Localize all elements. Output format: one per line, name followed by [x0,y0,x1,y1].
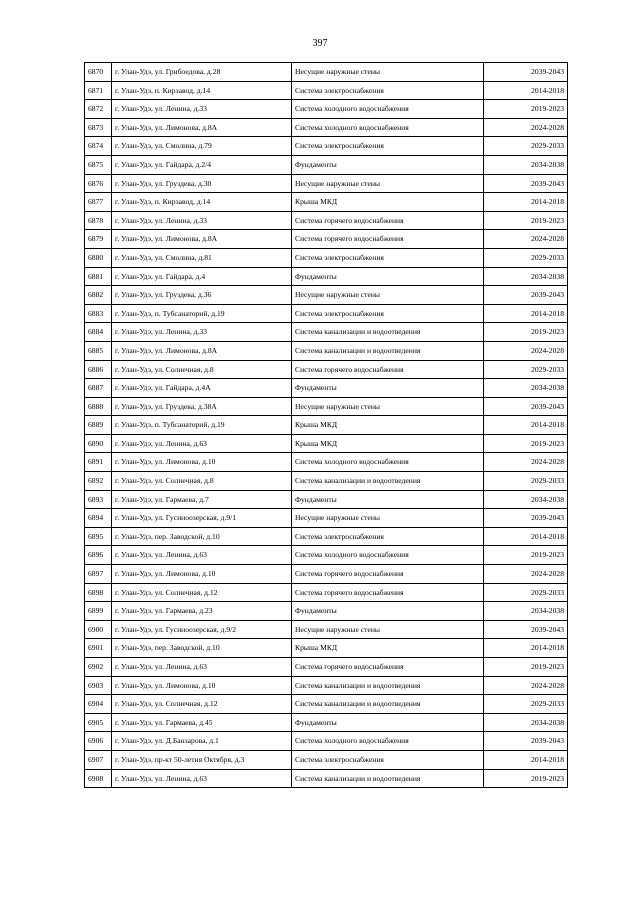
address-cell: г. Улан-Удэ, ул. Ленина, д.63 [112,434,292,453]
row-number: 6875 [85,155,112,174]
table-row [85,583,568,602]
system-cell: Система холодного водоснабжения [292,453,484,472]
row-number: 6908 [85,769,112,788]
period-cell: 2014-2018 [484,416,568,435]
row-number: 6885 [85,341,112,360]
table-row [85,174,568,193]
table-row [85,193,568,212]
row-number: 6888 [85,397,112,416]
period-cell: 2014-2018 [484,750,568,769]
period-cell: 2014-2018 [484,304,568,323]
table-row [85,490,568,509]
address-cell: г. Улан-Удэ, ул. Лимонова, д.8А [112,230,292,249]
row-number: 6887 [85,379,112,398]
period-cell: 2039-2043 [484,509,568,528]
row-number: 6876 [85,174,112,193]
period-cell: 2019-2023 [484,323,568,342]
system-cell: Система электроснабжения [292,248,484,267]
row-number: 6884 [85,323,112,342]
table-row [85,676,568,695]
period-cell: 2039-2043 [484,397,568,416]
row-number: 6896 [85,546,112,565]
system-cell: Система холодного водоснабжения [292,118,484,137]
system-cell: Фундаменты [292,379,484,398]
table-row [85,416,568,435]
table-row [85,453,568,472]
period-cell: 2024-2028 [484,676,568,695]
address-cell: г. Улан-Удэ, ул. Гармаева, д.7 [112,490,292,509]
system-cell: Система канализации и водоотведения [292,472,484,491]
row-number: 6871 [85,81,112,100]
row-number: 6907 [85,750,112,769]
period-cell: 2024-2028 [484,565,568,584]
row-number: 6903 [85,676,112,695]
system-cell: Система горячего водоснабжения [292,211,484,230]
address-cell: г. Улан-Удэ, пр-кт 50-летия Октября, д.3 [112,750,292,769]
period-cell: 2034-2038 [484,602,568,621]
system-cell: Система холодного водоснабжения [292,546,484,565]
system-cell: Система холодного водоснабжения [292,732,484,751]
row-number: 6883 [85,304,112,323]
address-cell: г. Улан-Удэ, ул. Груздева, д.36 [112,286,292,305]
row-number: 6895 [85,527,112,546]
period-cell: 2014-2018 [484,81,568,100]
address-cell: г. Улан-Удэ, ул. Гайдара, д.4А [112,379,292,398]
system-cell: Несущие наружные стены [292,63,484,82]
period-cell: 2019-2023 [484,434,568,453]
address-cell: г. Улан-Удэ, ул. Д.Банзарова, д.1 [112,732,292,751]
period-cell: 2029-2033 [484,137,568,156]
address-cell: г. Улан-Удэ, ул. Ленина, д.63 [112,769,292,788]
table-row [85,304,568,323]
address-cell: г. Улан-Удэ, ул. Гусиноозерская, д.9/2 [112,620,292,639]
row-number: 6901 [85,639,112,658]
system-cell: Система электроснабжения [292,304,484,323]
row-number: 6898 [85,583,112,602]
system-cell: Несущие наружные стены [292,286,484,305]
table-row [85,286,568,305]
row-number: 6880 [85,248,112,267]
period-cell: 2029-2033 [484,248,568,267]
table-row [85,639,568,658]
row-number: 6902 [85,658,112,677]
address-cell: г. Улан-Удэ, пер. Заводской, д.10 [112,527,292,546]
system-cell: Несущие наружные стены [292,620,484,639]
table-row [85,323,568,342]
table-row [85,118,568,137]
address-cell: г. Улан-Удэ, ул. Ленина, д.33 [112,323,292,342]
period-cell: 2019-2023 [484,546,568,565]
table-row [85,137,568,156]
table-row [85,63,568,82]
row-number: 6897 [85,565,112,584]
system-cell: Система горячего водоснабжения [292,565,484,584]
table-row [85,379,568,398]
row-number: 6877 [85,193,112,212]
table-row [85,248,568,267]
page-number: 397 [312,38,328,49]
address-cell: г. Улан-Удэ, ул. Ленина, д.33 [112,100,292,119]
system-cell: Несущие наружные стены [292,509,484,528]
table-row [85,155,568,174]
row-number: 6882 [85,286,112,305]
period-cell: 2019-2023 [484,100,568,119]
row-number: 6893 [85,490,112,509]
table-row [85,527,568,546]
row-number: 6886 [85,360,112,379]
period-cell: 2024-2028 [484,118,568,137]
address-cell: г. Улан-Удэ, ул. Солнечная, д.12 [112,695,292,714]
period-cell: 2034-2038 [484,267,568,286]
address-cell: г. Улан-Удэ, ул. Гусиноозерская, д.9/1 [112,509,292,528]
address-cell: г. Улан-Удэ, ул. Грибоедова, д.28 [112,63,292,82]
period-cell: 2039-2043 [484,63,568,82]
address-cell: г. Улан-Удэ, п. Тубсанаторий, д.19 [112,304,292,323]
table-row [85,732,568,751]
table-row [85,211,568,230]
period-cell: 2019-2023 [484,211,568,230]
address-cell: г. Улан-Удэ, п. Кирзавод, д.14 [112,193,292,212]
row-number: 6906 [85,732,112,751]
system-cell: Фундаменты [292,155,484,174]
row-number: 6891 [85,453,112,472]
address-cell: г. Улан-Удэ, ул. Ленина, д.63 [112,546,292,565]
system-cell: Система канализации и водоотведения [292,769,484,788]
system-cell: Система электроснабжения [292,81,484,100]
table-row [85,620,568,639]
system-cell: Фундаменты [292,713,484,732]
system-cell: Система канализации и водоотведения [292,676,484,695]
period-cell: 2014-2018 [484,527,568,546]
table-row [85,509,568,528]
address-cell: г. Улан-Удэ, ул. Лимонова, д.8А [112,118,292,137]
row-number: 6872 [85,100,112,119]
period-cell: 2014-2018 [484,193,568,212]
system-cell: Система холодного водоснабжения [292,100,484,119]
system-cell: Система электроснабжения [292,527,484,546]
address-cell: г. Улан-Удэ, ул. Лимонова, д.10 [112,565,292,584]
row-number: 6905 [85,713,112,732]
system-cell: Система горячего водоснабжения [292,360,484,379]
period-cell: 2024-2028 [484,453,568,472]
row-number: 6879 [85,230,112,249]
address-cell: г. Улан-Удэ, пер. Заводской, д.10 [112,639,292,658]
table-row [85,602,568,621]
table-row [85,230,568,249]
period-cell: 2019-2023 [484,658,568,677]
address-cell: г. Улан-Удэ, ул. Гайдара, д.2/4 [112,155,292,174]
period-cell: 2039-2043 [484,620,568,639]
capital-repair-table [84,62,568,788]
address-cell: г. Улан-Удэ, ул. Солнечная, д.12 [112,583,292,602]
table-row [85,769,568,788]
address-cell: г. Улан-Удэ, ул. Смолина, д.81 [112,248,292,267]
system-cell: Система горячего водоснабжения [292,658,484,677]
address-cell: г. Улан-Удэ, ул. Лимонова, д.10 [112,453,292,472]
table-row [85,658,568,677]
address-cell: г. Улан-Удэ, ул. Гармаева, д.23 [112,602,292,621]
period-cell: 2024-2028 [484,230,568,249]
row-number: 6881 [85,267,112,286]
address-cell: г. Улан-Удэ, ул. Лимонова, д.10 [112,676,292,695]
system-cell: Система горячего водоснабжения [292,230,484,249]
system-cell: Несущие наружные стены [292,174,484,193]
row-number: 6878 [85,211,112,230]
system-cell: Система электроснабжения [292,750,484,769]
row-number: 6904 [85,695,112,714]
system-cell: Крыша МКД [292,416,484,435]
address-cell: г. Улан-Удэ, ул. Гайдара, д.4 [112,267,292,286]
system-cell: Крыша МКД [292,639,484,658]
address-cell: г. Улан-Удэ, ул. Груздева, д.30 [112,174,292,193]
period-cell: 2034-2038 [484,155,568,174]
system-cell: Система канализации и водоотведения [292,323,484,342]
row-number: 6889 [85,416,112,435]
address-cell: г. Улан-Удэ, ул. Солнечная, д.8 [112,472,292,491]
address-cell: г. Улан-Удэ, ул. Ленина, д.63 [112,658,292,677]
table-row [85,546,568,565]
period-cell: 2039-2043 [484,286,568,305]
table-row [85,565,568,584]
address-cell: г. Улан-Удэ, п. Тубсанаторий, д.19 [112,416,292,435]
row-number: 6874 [85,137,112,156]
address-cell: г. Улан-Удэ, ул. Солнечная, д.8 [112,360,292,379]
row-number: 6890 [85,434,112,453]
table-row [85,750,568,769]
address-cell: г. Улан-Удэ, ул. Ленина, д.33 [112,211,292,230]
table-row [85,472,568,491]
row-number: 6873 [85,118,112,137]
table-row [85,397,568,416]
period-cell: 2029-2033 [484,360,568,379]
table-row [85,81,568,100]
row-number: 6870 [85,63,112,82]
system-cell: Несущие наружные стены [292,397,484,416]
address-cell: г. Улан-Удэ, ул. Смолина, д.79 [112,137,292,156]
row-number: 6899 [85,602,112,621]
row-number: 6900 [85,620,112,639]
table-row [85,100,568,119]
table-row [85,267,568,286]
period-cell: 2039-2043 [484,174,568,193]
table-row [85,360,568,379]
system-cell: Крыша МКД [292,193,484,212]
address-cell: г. Улан-Удэ, ул. Лимонова, д.8А [112,341,292,360]
system-cell: Крыша МКД [292,434,484,453]
system-cell: Система канализации и водоотведения [292,341,484,360]
system-cell: Система канализации и водоотведения [292,695,484,714]
row-number: 6892 [85,472,112,491]
table-row [85,713,568,732]
table-row [85,341,568,360]
period-cell: 2014-2018 [484,639,568,658]
table-row [85,434,568,453]
period-cell: 2029-2033 [484,583,568,602]
address-cell: г. Улан-Удэ, ул. Груздева, д.38А [112,397,292,416]
system-cell: Система электроснабжения [292,137,484,156]
address-cell: г. Улан-Удэ, ул. Гармаева, д.45 [112,713,292,732]
address-cell: г. Улан-Удэ, п. Кирзавод, д.14 [112,81,292,100]
system-cell: Система горячего водоснабжения [292,583,484,602]
period-cell: 2019-2023 [484,769,568,788]
period-cell: 2029-2033 [484,472,568,491]
table-row [85,695,568,714]
period-cell: 2024-2028 [484,341,568,360]
period-cell: 2029-2033 [484,695,568,714]
system-cell: Фундаменты [292,490,484,509]
period-cell: 2039-2043 [484,732,568,751]
table-body [85,63,568,788]
system-cell: Фундаменты [292,602,484,621]
row-number: 6894 [85,509,112,528]
period-cell: 2034-2038 [484,490,568,509]
period-cell: 2034-2038 [484,713,568,732]
period-cell: 2034-2038 [484,379,568,398]
system-cell: Фундаменты [292,267,484,286]
